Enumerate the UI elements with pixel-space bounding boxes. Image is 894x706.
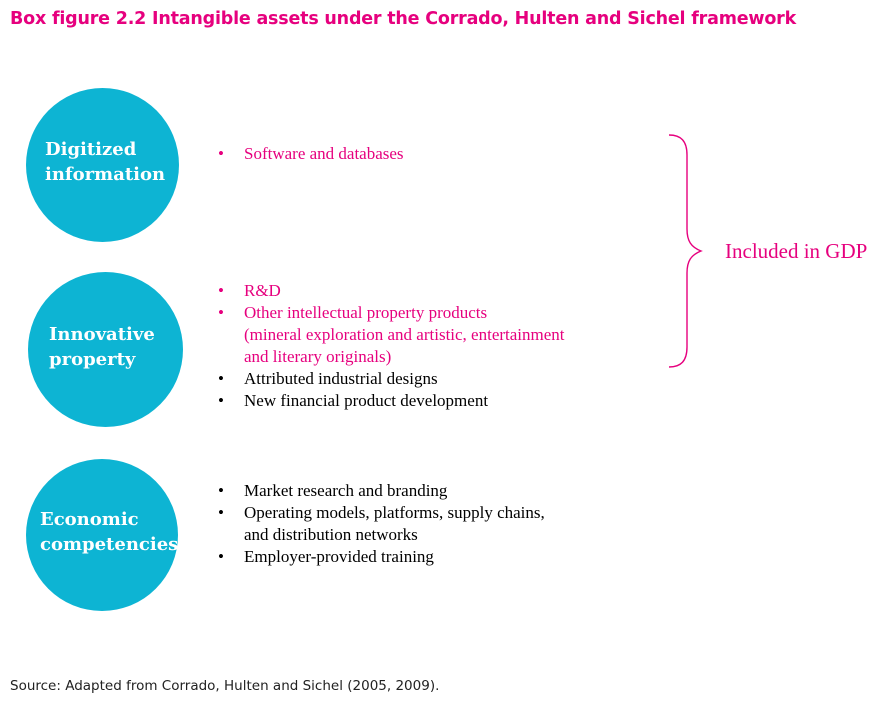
figure-title: Box figure 2.2 Intangible assets under the Corrado, Hulten and Sichel framework <box>10 9 797 29</box>
innovative-property-list <box>218 280 565 412</box>
label-line: Digitized <box>45 139 137 160</box>
innovative-property-label <box>49 322 155 372</box>
economic-competencies-label <box>40 507 178 557</box>
list-item: • Market research and branding <box>218 481 448 500</box>
label-line: property <box>49 349 136 370</box>
economic-competencies-list <box>218 480 545 568</box>
label-line: Innovative <box>49 324 155 345</box>
list-item: • Employer-provided training <box>218 547 434 566</box>
source-note: Source: Adapted from Corrado, Hulten and Sichel (2005, 2009). <box>10 678 440 694</box>
label-line: Economic <box>40 509 139 530</box>
included-in-gdp-label: Included in GDP <box>725 239 868 263</box>
list-item: • New financial product development <box>218 391 489 410</box>
digitized-information-label <box>45 137 165 187</box>
list-item: • R&D <box>218 281 281 300</box>
list-item: • Software and databases <box>218 144 404 163</box>
list-item: • Attributed industrial designs <box>218 369 438 388</box>
curly-brace-bracket <box>665 133 705 369</box>
list-item: • Operating models, platforms, supply chains, and distribution networks <box>218 503 545 544</box>
label-line: competencies <box>40 534 179 555</box>
label-line: information <box>45 164 166 185</box>
list-item: • Other intellectual property products (mineral exploration and artistic, entertainment and literary originals) <box>218 303 565 366</box>
digitized-information-list <box>218 143 404 165</box>
